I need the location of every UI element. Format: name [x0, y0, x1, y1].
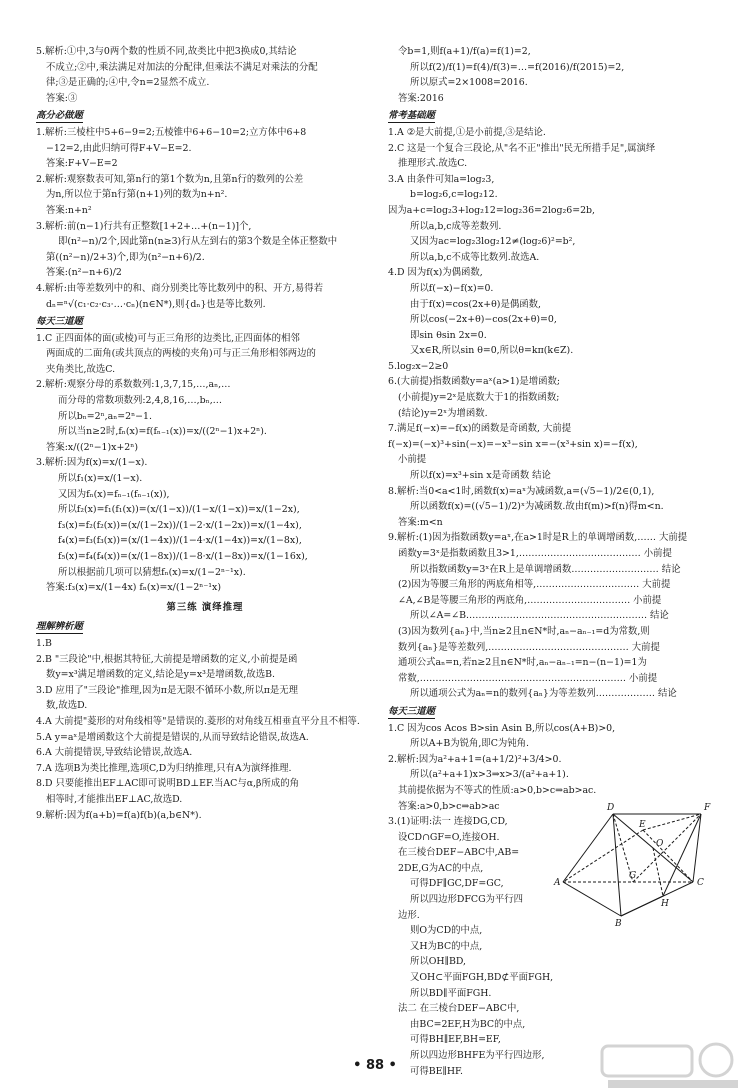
- left-gaofen-line: 3.解析:前(n−1)行共有正整数[1+2+…+(n−1)]个,: [36, 220, 252, 232]
- right-changkao-line: 所以cos(−2x+θ)−cos(2x+θ)=0,: [410, 314, 557, 326]
- section-heading-meitian-left: 每天三道题: [36, 316, 83, 328]
- right-top-line: 所以f(2)/f(1)=f(4)/f(3)=…=f(2016)/f(2015)=2,: [410, 61, 625, 73]
- chapter-title: 第三练 演绎推理: [166, 601, 244, 613]
- left-gaofen-line: 1.解析:三棱柱中5+6−9=2;五棱锥中6+6−10=2;立方体中6+8: [36, 126, 307, 138]
- right-changkao-line: 所以指数函数y=3ˣ在R上是单调增函数.……………………… 结论: [410, 563, 681, 575]
- right-changkao-line: (小前提)y=2ˣ是底数大于1的指数函数;: [398, 392, 560, 404]
- left-meitian-line: f₄(x)=f₃(f₃(x))=(x/(1−4x))/(1−4·x/(1−4x))=x/(1−8x),: [58, 535, 302, 547]
- left-meitian-line: 所以根据前几项可以猜想fₙ(x)=x/(1−2ⁿ⁻¹x).: [58, 566, 246, 578]
- right-meitian-line: 又OH⊂平面FGH,BD⊄平面FGH,: [410, 972, 554, 984]
- right-changkao-line: 常数,………………………………………………………… 小前提: [398, 672, 658, 684]
- left-meitian-line: 所以当n≥2时,fₙ(x)=f(fₙ₋₁(x))=x/((2ⁿ−1)x+2ⁿ).: [58, 426, 267, 438]
- right-changkao-line: b=log₂6,c=log₂12.: [410, 189, 498, 201]
- right-top-line: 答案:2016: [398, 92, 444, 104]
- right-meitian-line: 所以A+B为锐角,即C为钝角.: [410, 738, 530, 750]
- left-gaofen-line: 即(n²−n)/2个,因此第n(n≥3)行从左到右的第3个数是全体正整数中: [58, 236, 338, 248]
- right-changkao-line: 所以∠A=∠B.………………………………………………… 结论: [410, 610, 669, 622]
- figure-label-b: B: [615, 919, 622, 929]
- left-meitian-line: 所以bₙ=2ⁿ,aₙ=2ⁿ−1.: [58, 410, 152, 422]
- left-lijie-line: 3.D 应用了"三段论"推理,因为π是无限不循环小数,所以π是无理: [36, 684, 298, 696]
- left-lijie-line: 数y=x³满足增函数的定义,结论是y=x³是增函数,故选B.: [46, 669, 275, 681]
- right-changkao-line: 通项公式aₙ=n,若n≥2且n∈N*时,aₙ−aₙ₋₁=n−(n−1)=1为: [398, 657, 647, 669]
- left-gaofen-line: 答案:n+n²: [46, 204, 92, 216]
- left-lijie-line: 5.A y=aˣ是增函数这个大前提是错误的,从而导致结论错误,故选A.: [36, 731, 309, 743]
- right-changkao-line: 小前提: [398, 454, 427, 466]
- right-meitian-line: 所以四边形BHFE为平行四边形,: [410, 1050, 545, 1061]
- left-meitian-line: 夹角类比,故选C.: [46, 363, 116, 375]
- right-meitian-line: 可得BE∥HF.: [410, 1065, 464, 1077]
- right-changkao-line: 2.C 这是一个复合三段论,从"名不正"推出"民无所措手足",属演绎: [388, 142, 656, 154]
- left-lijie-line: 1.B: [36, 637, 52, 649]
- right-changkao-line: 推理形式.故选C.: [398, 158, 468, 170]
- right-changkao-line: 6.(大前提)指数函数y=aˣ(a>1)是增函数;: [388, 376, 560, 388]
- right-meitian-line: 设CD∩GF=O,连接OH.: [398, 831, 500, 843]
- right-meitian-line: 则O为CD的中点,: [410, 925, 483, 937]
- right-changkao-line: 所以f(−x)−f(x)=0.: [410, 282, 494, 294]
- left-meitian-line: 答案:x/((2ⁿ−1)x+2ⁿ): [46, 441, 138, 453]
- right-meitian-line: 边形.: [398, 909, 420, 921]
- right-changkao-line: 3.A 由条件可知a=log₂3,: [388, 173, 495, 185]
- right-changkao-line: 7.满足f(−x)=−f(x)的函数是奇函数, 大前提: [388, 423, 572, 435]
- left-lijie-line: 4.A 大前提"菱形的对角线相等"是错误的.菱形的对角线互相垂直平分且不相等.: [36, 715, 360, 727]
- left-meitian-line: 1.C 正四面体的面(或棱)可与正三角形的边类比,正四面体的相邻: [36, 332, 300, 344]
- section-heading-gaofen: 高分必做题: [36, 110, 83, 122]
- right-meitian-line: 1.C 因为cos Acos B>sin Asin B,所以cos(A+B)>0,: [388, 722, 616, 734]
- left-lijie-line: 7.A 选项B为类比推理,选项C,D为归纳推理,只有A为演绎推理.: [36, 762, 292, 774]
- right-changkao-line: 函数y=3ˣ是指数函数且3>1,………………………………… 小前提: [398, 548, 672, 559]
- right-changkao-line: 所以函数f(x)=((√5−1)/2)ˣ为减函数.故由f(m)>f(n)得m<n.: [410, 501, 664, 513]
- left-lijie-line: 相等时,才能推出EF⊥AC,故选D.: [46, 793, 183, 805]
- right-changkao-line: 答案:m<n: [398, 516, 443, 528]
- right-meitian-line: 可得DF∥GC,DF=GC,: [410, 878, 504, 890]
- figure-label-f: F: [704, 803, 711, 813]
- right-changkao-line: 所以f(x)=x³+sin x是奇函数 结论: [410, 470, 551, 482]
- left-top-line: 不成立;②中,乘法满足对加法的分配律,但乘法不满足对乘法的分配: [46, 61, 318, 73]
- left-meitian-line: 答案:f₃(x)=x/(1−4x) fₙ(x)=x/(1−2ⁿ⁻¹x): [46, 582, 221, 594]
- right-meitian-line: 3.(1)证明:法一 连接DG,CD,: [388, 816, 508, 828]
- section-heading-lijie: 理解辨析题: [36, 621, 83, 633]
- answer-block-changkao: [388, 125, 724, 702]
- right-changkao-line: (结论)y=2ˣ为增函数.: [398, 407, 488, 419]
- right-meitian-line: 所以OH∥BD,: [410, 956, 466, 968]
- left-column: [36, 44, 374, 823]
- answer-block-meitian-left: [36, 331, 374, 596]
- right-changkao-line: (3)因为数列{aₙ}中,当n≥2且n∈N*时,aₙ−aₙ₋₁=d为常数,则: [398, 625, 650, 637]
- left-meitian-line: 两面成的二面角(或共顶点的两棱的夹角)可与正三角形相邻两边的: [46, 348, 316, 360]
- left-lijie-line: 8.D 只要能推出EF⊥AC即可说明BD⊥EF.当AC与α,β所成的角: [36, 778, 299, 790]
- right-changkao-line: 所以a,b,c成等差数列.: [410, 220, 502, 232]
- right-changkao-line: 5.log₂x−2≥0: [388, 360, 449, 372]
- right-changkao-line: 所以通项公式为aₙ=n的数列{aₙ}为等差数列.……………… 结论: [410, 688, 677, 700]
- left-meitian-line: 所以f₁(x)=x/(1−x).: [58, 473, 143, 485]
- frustum-figure: [554, 803, 713, 930]
- left-lijie-line: 9.解析:因为f(a+b)=f(a)f(b)(a,b∈N*).: [36, 809, 202, 821]
- answer-block-gaofen: [36, 125, 374, 312]
- answer-block-top: [36, 44, 374, 106]
- page-number: • 88 •: [353, 1058, 397, 1073]
- right-meitian-line: 法二 在三棱台DEF−ABC中,: [398, 1003, 520, 1015]
- left-gaofen-line: 为n,所以位于第n行第(n+1)列的数为n+n².: [46, 189, 228, 201]
- right-changkao-line: f(−x)=(−x)³+sin(−x)=−x³−sin x=−(x³+sin x)=−f(x),: [388, 438, 638, 450]
- right-meitian-line: 在三棱台DEF−ABC中,AB=: [398, 847, 520, 859]
- left-meitian-line: 2.解析:观察分母的系数数列:1,3,7,15,…,aₙ,…: [36, 379, 231, 391]
- right-changkao-line: 即sin θsin 2x=0.: [410, 329, 487, 341]
- right-changkao-line: 由于f(x)=cos(2x+θ)是偶函数,: [410, 298, 541, 310]
- right-top-line: 令b=1,则f(a+1)/f(a)=f(1)=2,: [398, 46, 531, 57]
- left-gaofen-line: −12=2,由此归纳可得F+V−E=2.: [46, 142, 192, 154]
- left-lijie-line: 6.A 大前提错误,导致结论错误,故选A.: [36, 747, 193, 759]
- figure-label-d: D: [607, 803, 615, 813]
- answer-block-lijie: [36, 636, 374, 823]
- left-gaofen-line: 答案:F+V−E=2: [46, 158, 118, 170]
- right-changkao-line: 4.D 因为f(x)为偶函数,: [388, 267, 483, 279]
- section-heading-meitian-right: 每天三道题: [388, 705, 435, 717]
- figure-label-o: O: [656, 839, 664, 849]
- left-gaofen-line: dₙ=ⁿ√(c₁·c₂·c₃·…·cₙ)(n∈N*),则{dₙ}也是等比数列.: [46, 298, 266, 310]
- left-meitian-line: 所以f₂(x)=f₁(f₁(x))=(x/(1−x))/(1−x/(1−x))=x/(1−2x),: [58, 504, 300, 516]
- right-meitian-line: 所以四边形DFCG为平行四: [410, 894, 524, 906]
- section-heading-changkao: 常考基础题: [388, 110, 435, 122]
- right-changkao-line: 又x∈R,所以sin θ=0,所以θ=kπ(k∈Z).: [410, 345, 574, 357]
- left-gaofen-line: 答案:(n²−n+6)/2: [46, 267, 122, 279]
- answer-block-right-top: [388, 44, 724, 106]
- right-top-line: 所以原式=2×1008=2016.: [410, 77, 528, 89]
- right-meitian-line: 所以BD∥平面FGH.: [410, 987, 492, 999]
- right-meitian-line: 2DE,G为AC的中点,: [398, 862, 484, 874]
- right-changkao-line: 8.解析:当0<a<1时,函数f(x)=aˣ为减函数,a=(√5−1)/2∈(0,1),: [388, 485, 655, 497]
- right-meitian-line: 又H为BC的中点,: [410, 940, 483, 952]
- right-changkao-line: 数列{aₙ}是等差数列,……………………………………… 大前提: [398, 641, 660, 653]
- left-top-line: 答案:③: [46, 92, 78, 104]
- right-meitian-line: 2.解析:因为a²+a+1=(a+1/2)²+3/4>0.: [388, 753, 562, 765]
- left-top-line: 5.解析:①中,3与0两个数的性质不同,故类比中把3换成0,其结论: [36, 46, 297, 57]
- left-meitian-line: 又因为fₙ(x)=fₙ₋₁(fₙ₋₁(x)),: [58, 488, 170, 500]
- left-meitian-line: f₅(x)=f₄(f₄(x))=(x/(1−8x))/(1−8·x/(1−8x))=x/(1−16x),: [58, 551, 308, 562]
- right-meitian-line: 可得BH∥EF,BH=EF,: [410, 1034, 501, 1046]
- left-gaofen-line: 2.解析:观察数表可知,第n行的第1个数为n,且第n行的数列的公差: [36, 173, 304, 185]
- left-meitian-line: 3.解析:因为f(x)=x/(1−x).: [36, 457, 148, 469]
- right-meitian-line: 答案:a>0,b>c⇒ab>ac: [398, 800, 500, 812]
- right-changkao-line: 又因为ac=log₂3log₂12≠(log₂6)²=b²,: [410, 236, 576, 248]
- right-changkao-line: ∠A,∠B是等腰三角形的两底角,…………………………… 小前提: [398, 594, 662, 606]
- right-meitian-line: 由BC=2EF,H为BC的中点,: [410, 1018, 526, 1030]
- figure-label-h: H: [661, 899, 669, 909]
- left-meitian-line: f₃(x)=f₂(f₂(x))=(x/(1−2x))/(1−2·x/(1−2x))=x/(1−4x),: [58, 519, 302, 531]
- right-meitian-line: 其前提依据为不等式的性质:a>0,b>c⇒ab>ac.: [398, 784, 597, 796]
- right-meitian-line: 所以(a²+a+1)x>3⇒x>3/(a²+a+1).: [410, 769, 569, 781]
- left-meitian-line: 而分母的常数项数列:2,4,8,16,…,bₙ,…: [58, 395, 223, 407]
- figure-label-c: C: [697, 878, 704, 888]
- right-changkao-line: 所以a,b,c不成等比数列.故选A.: [410, 251, 540, 263]
- left-lijie-line: 2.B "三段论"中,根据其特征,大前提是增函数的定义,小前提是函: [36, 653, 298, 665]
- left-lijie-line: 数,故选D.: [46, 700, 88, 712]
- right-changkao-line: 1.A ②是大前提,①是小前提,③是结论.: [388, 126, 546, 138]
- left-gaofen-line: 第((n²−n)/2+3)个,即为(n²−n+6)/2.: [46, 251, 205, 263]
- right-changkao-line: (2)因为等腰三角形的两底角相等,…………………………… 大前提: [398, 579, 671, 591]
- left-top-line: 律;③是正确的;④中,令n=2显然不成立.: [46, 77, 210, 89]
- figure-label-a: A: [554, 878, 561, 888]
- figure-label-e: E: [639, 820, 646, 830]
- right-changkao-line: 因为a+c=log₂3+log₂12=log₂36=2log₂6=2b,: [388, 204, 596, 216]
- watermark-logo: [598, 1040, 744, 1090]
- figure-label-g: G: [629, 871, 637, 881]
- right-changkao-line: 9.解析:(1)因为指数函数y=aˣ,在a>1时是R上的单调增函数,…… 大前提: [388, 532, 688, 544]
- left-gaofen-line: 4.解析:由等差数列中的和、商分别类比等比数列中的积、开方,易得若: [36, 282, 323, 294]
